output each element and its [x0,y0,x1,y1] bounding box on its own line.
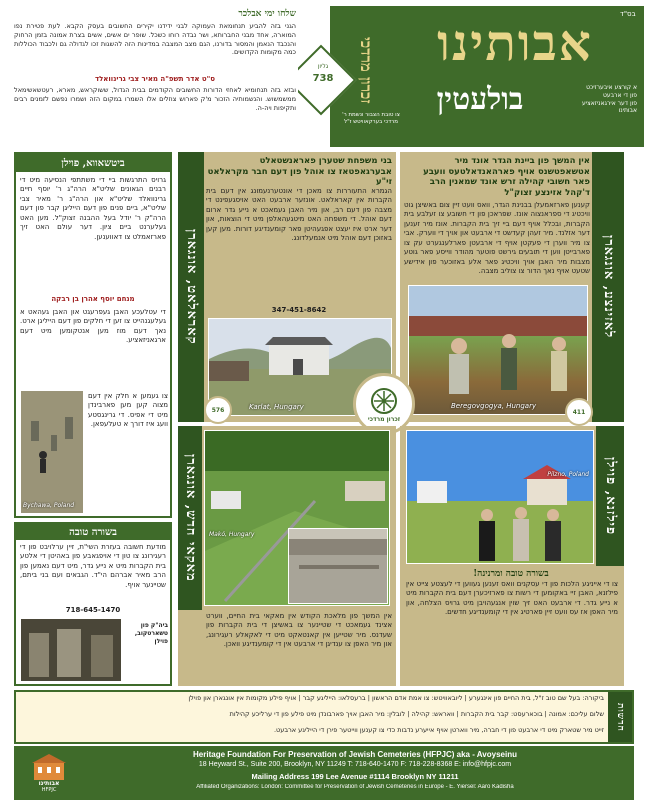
lazinc-number-badge: 411 [565,398,593,426]
mako-inset-svg [289,529,388,604]
footer-org-name: Heritage Foundation For Preservation of Jewish Cemeteries (HFPJC) aka - Avoyseinu [193,750,517,759]
masthead-subtitle: בולעטין [436,82,524,117]
bychawa-title: ביטשאווא, פוילן [16,154,170,172]
masthead-title: אבותינו [437,13,593,72]
intro-text-2: ובזא בזה תנחומיא לאחזי הדורות החשובים הקודמים בבית הגדול, ששוקראש, מארא, רעטשאשימאל ממשמשוש. והנשמותיה הזכור מ'ק פארוש צוזלים אלו השמרו במקום הזה ושמרו נפשם לזמנים רבים ותקיפות ויה-ה. [14,86,296,112]
panel-lazinc-tab: לאזינצע, אונגארן [592,152,624,422]
description-line-2: פון די ארבעט [603,91,637,99]
lazinc-photo [408,285,588,415]
bychawa-body-2: די עטלעכע האבן געפרעגט און האבן געהאט א געלעגנהייט צו זען די חלקים פון דעם הייליגן ארט. נאך דעם מוז מען אנטקומען מיט דעם ארגאניזאציע. [20,308,166,345]
good-news-photo-caption: ביה"ק פון טשארטקוב, פוילן [134,622,168,645]
lazinc-scene-svg [409,286,588,415]
karlat-body: הגמרא התעוררות צו מאכן די אונטערנעמונג אין דעם בית הקברות אין קאראלאט. אונזער ארבעט האט אויסגעפינט די מצבה פון דעם רב, און מיר האבן געמאכט א נייע גדר ארום דעם אוהל. די משפחה האט מיטגעהאלפן מיט די הוצאות, און דער ארט איז יעצט אפגעהיטן פאר קומענדיגע דורות. מען קען באזוכן דעם אוהל מיט אנמעלדונג. [206,187,392,243]
bychawa-photo [20,390,84,514]
karlat-caption: Karlat, Hungary [249,403,304,411]
pilzno-caption: Pilzno, Poland [547,471,589,478]
description-line-3: פון דער אירגאניזאציע [582,99,637,107]
lazinc-caption: Beregovgogya, Hungary [451,402,537,410]
issue-badge-number: 738 [312,73,334,84]
footer-logo-text: אבותינו [38,779,60,787]
panel-mako-tab: מאקאי חדש, אונגארן [178,426,202,610]
seal-text: זכרון מרדכי [367,415,401,423]
intro-text: הגני בזה להביע תנחומאת העמוקה לבני ידידנו יקירים החשובים בעסק הקבא. לעת פטירת נפו המוארה, אחד מבני החברותא, ושר נבדה רוחו כשכל. שופר ים אשים, אשים בצרת אמונה בזמן הרחוק והנכבד הנאמן והמסור בדורנו, הגם מצב המצבה במדינות הזה להשגות זכו לגדולה גם ולכבוד הכוללות כמה מקומות הקדושים. [14,22,296,57]
lazinc-headline: אין המשך פון ביינת הגדר אונד מיר אטשאפטשנס אויף פארהאנדאלטעס וועבע פאר חשובי קהילה זרש אונד שמאנין הרב ד'קהל אזינצע זצוק"ל [423,156,590,198]
bychawa-side-text: צו געמען א חלק אין דעם מצוה קען מען פארבינדן מיט די אפיס. די גרינגסטע וועג איז דורך א טעלעפאן. [88,392,168,429]
footer-mailing: Mailing Address 199 Lee Avenue #1114 Brooklyn NY 11211 [251,772,459,781]
good-news-title: בשורה טובה [16,524,170,540]
masthead-description [565,84,637,115]
description-line-1: א קורצע איבערזיכט [586,84,637,91]
panel-pilzno-tab: פילזנא, פוילן [596,426,624,566]
pilzno-scene-svg [407,431,594,564]
good-news-body: מודעת חשובה בעזרת השי"ת, זיין ערלויבט פון די רעגירונג צו טון די אויפגאבע פון באהיטן די אלטע בית הקברות מיט א נייע גדר, מיט דעם נאמען פון הרב מאיר אברהם הי"ד. הגבאים ועם בני ביתם, שטיינער אויף. [20,543,166,589]
ticker-label: חדשות [608,692,632,742]
bychawa-caption: Bychawa, Poland [23,502,75,509]
good-news-scene-svg [21,619,122,682]
pilzno-title: בשורה טובה ומרנינה! [473,569,549,579]
good-news-photo [20,618,122,682]
bychawa-highlight: מנחם יוסף אהרן בן רבקה [51,295,135,303]
pilzno-body: צו די אייניגע הלכות פון די עסקנים וואס זענען געווען די לעצטע צייט אין פילזנא, האבן זיי באקומען די רשות צו פארזיכערן דעם בית הקברות מיט א נייע גדר. די ארבעט האט זיך שוין אנגעהויבן מיט גרויס הצלחה, און מיר האפן אז עס וועט זיין פארטיג אין די קומענדיגע חדשים. [406,580,618,617]
footer-logo [24,750,74,796]
mako-caption: Makó, Hungary [209,531,255,538]
zichron-sub: צו טובת הצבור ונשמת ר' מרדכי בערקאוויטש ז"ל [342,112,400,126]
karlat-number-badge: 576 [204,396,232,424]
mako-inset-photo [288,528,388,604]
bsd-mark: בס"ד [620,10,636,18]
pilzno-photo [406,430,594,564]
zichron-label: זכרון מרדכי [357,36,375,104]
karlat-headline: בני משפחת שטערן פאראנשטאלט אבערגאפטאז צו אוהל פון דעם חבר מקראלאט זי"ע [207,156,392,186]
footer-affiliated: Affiliated Organizations: London: Committee for Preservation of Jewish Cemeteries in Europe - E. Yiersel: Aaro Kadisha [196,784,514,790]
building-logo-icon [32,754,66,780]
ticker-line-1: ביקורה: בעל שם טוב ז"ל, בית החיים פון אינגערע | ליובאוויטש: צו אמת אדם הראשון | ברעסלאו: הייליגע קבר | אויף פילע מקומות אין אונגארן און פוילן [188,694,604,702]
panel-karlat-tab: קאראלאט, אונגארן [178,152,204,422]
issue-badge-label: גליון [317,63,329,70]
ticker-line-2: שלום עליכם: אמונה | בוכארעסט: קבר בית הקברות | וואראש: קהילה | לובלין: מיר האבן אויך פארבונדן מיט פילע פון די ערליכע קהילות [229,710,604,718]
bychawa-scene-svg [21,391,84,514]
intro-highlight: ס"ט אדר תשפ"ה מאיר צבי גרינוואלד [94,75,216,83]
seal-emblem-icon [369,386,399,416]
footer-logo-sub: HFPJC [41,786,57,793]
lazinc-body: קענען פארזאמעלן בבנינת הגדר, וואס וועט זיין צום באשיצן גוט וויכטיג די ספראנצוה אונז. שפראכן פון די חשובע צו זעלבע בית הקברות, ובכלל אויף דעם ביי זיך בית הקברות. אונז מיר זענען דער אזלנד. מיר זעהן קעדשט די ארבעט און אויך די ווערק. אבי צו מיר ווערן די פעקטן אויף די ארבעטן פארלענגערט עק צו פארבייטן ווען די תובעים גירשט פוטער מהודר ווייסע פאר גוטע מצבות מיר האבן אויך וויכטיג פאר אלע באזוכער פון אידישע שטעט אויף נאך הדור צו צוליב מצבה. [404,201,590,276]
footer-address: 18 Heyward St., Suite 200, Brooklyn, NY 11249 T: 718-640-1470 F: 718-228-8368 E: info@hfpjc.com [198,761,512,768]
good-news-phone: 718-645-1470 [65,606,121,614]
karlat-phone: 347-451-8642 [271,306,327,314]
description-line-4: אבותינו [618,107,637,115]
bychawa-body: גרויס התרגשות ביי די משתתפי הנסיעה מיט די רבנים הגאונים שליט"א הרה"ג ר' יוסף חיים גרינוואלד שליט"א און הרה"ג ר' מאיר צבי שליט"א, ביים פנים פון דעם הייליגן קבר פון דעם הרה"ק ר' יודל בעל ההבנה זצוק"ל. מען האט געלערנט ביים ציון. דער עולם האט זיך פארזאמלט צו דאווענען. [20,176,166,241]
ticker-line-3: זייט מיר שטארק מיט די ארבעט פון די חברה, מיר ווארטן אויף אייערע נדבות כדי צו קענען ווייטער פירן די הייליגע ארבעט. [273,726,604,734]
intro-headline: שלחו ימי אבלכר [238,9,296,19]
mako-body: אין המשך פון מלאכת הקודש אין מאקאי בית החיים, ווערט אצינד געמאכט די שטיינער צו באשיצן די בית הקברות פון שעדנס. מיר שטייען אין קאנטאקט מיט די לאקאלע רעגירונג, און מיר האפן צו ענדיגן די ארבעט אין די קומענדיגע וואכן. [206,612,392,649]
